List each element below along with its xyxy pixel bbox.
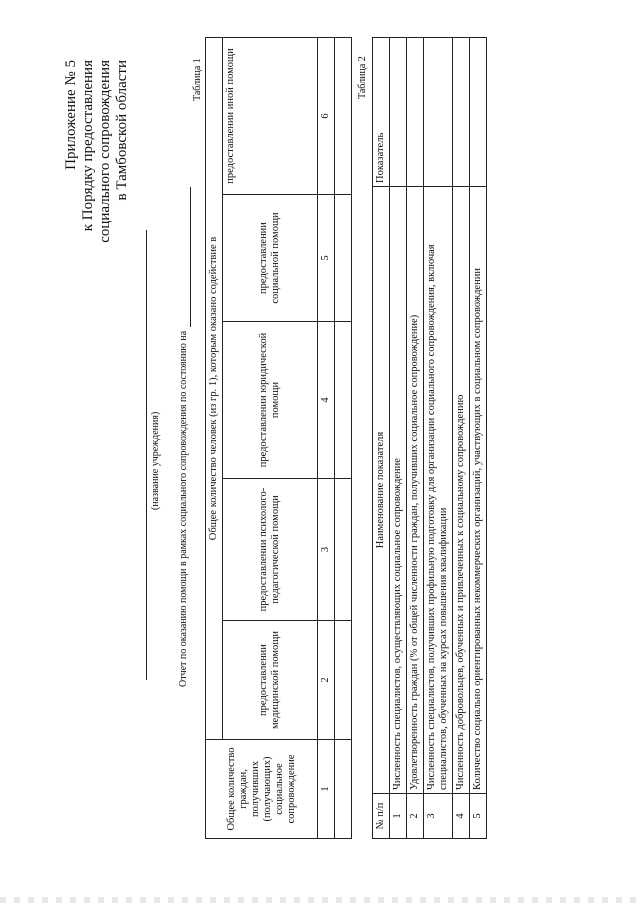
- table1-cell: [335, 195, 352, 322]
- table2-row-value: [470, 38, 487, 187]
- table2-row-num: 3: [424, 794, 453, 839]
- table2-header-value: Показатель: [373, 38, 390, 187]
- appendix-title: Приложение № 5: [63, 60, 79, 170]
- table2-header-name: Наименование показателя: [373, 187, 390, 794]
- table1-subheader: предоставлении медицинской помощи: [223, 621, 318, 740]
- appendix-line: к Порядку предоставления: [80, 60, 96, 232]
- table2-row-value: [453, 38, 470, 187]
- table2-row-value: [407, 38, 424, 187]
- table1-cell: [335, 38, 352, 195]
- table1-group-header: Общее количество человек (из гр. 1), которым оказано содействие в: [206, 38, 223, 740]
- table-1: [205, 37, 352, 839]
- table2-row-name: Удовлетворенность граждан (% от общей численности граждан, получивших социальное сопровождение): [407, 187, 424, 794]
- table1-cell: [335, 479, 352, 621]
- table1-colnum: 3: [318, 479, 335, 621]
- table2-header-num: № п/п: [373, 794, 390, 839]
- table1-colnum: 5: [318, 195, 335, 322]
- table2-row-name: Количество социально ориентированных некоммерческих организаций, участвующих в социальном сопровождении: [470, 187, 487, 794]
- table1-header-total: Общее количество граждан, получивших (получающих) социальное сопровождение: [206, 740, 318, 839]
- table1-cell: [335, 322, 352, 479]
- table2-row-num: 4: [453, 794, 470, 839]
- report-date-line: [190, 187, 191, 327]
- appendix-line: социального сопровождения: [97, 60, 113, 243]
- table2-row-num: 1: [390, 794, 407, 839]
- table1-colnum: 2: [318, 621, 335, 740]
- scan-edge-artifact: [0, 897, 640, 903]
- table1-label: Таблица 1: [192, 58, 203, 101]
- table2-row-name: Численность специалистов, осуществляющих социальное сопровождение: [390, 187, 407, 794]
- report-title: Отчет по оказанию помощи в рамках социального сопровождения по состоянию на: [178, 330, 189, 687]
- table2-label: Таблица 2: [357, 56, 368, 99]
- table1-colnum: 6: [318, 38, 335, 195]
- table2-row-num: 5: [470, 794, 487, 839]
- table1-subheader: предоставлении юридической помощи: [223, 322, 318, 479]
- table1-subheader: предоставлении психолого-педагогической помощи: [223, 479, 318, 621]
- table1-subheader: предоставлении социальной помощи: [223, 195, 318, 322]
- table1-subheader: предоставлении иной помощи: [223, 38, 318, 195]
- table2-row-name: Численность добровольцев, обученных и привлеченных к социальному сопровождению: [453, 187, 470, 794]
- table1-cell: [335, 621, 352, 740]
- table1-colnum: 4: [318, 322, 335, 479]
- table2-row-value: [390, 38, 407, 187]
- appendix-header: [63, 60, 131, 360]
- table2-row-value: [424, 38, 453, 187]
- table2-row-num: 2: [407, 794, 424, 839]
- table-2: [372, 37, 487, 839]
- institution-line: [146, 230, 147, 680]
- appendix-line: в Тамбовской области: [114, 60, 130, 201]
- table2-row-name: Численность специалистов, получивших профильную подготовку для организации социального сопровождения, включая специалистов, обученных на курсах повышения квалификации: [424, 187, 453, 794]
- table1-cell: [335, 740, 352, 839]
- table1-colnum: 1: [318, 740, 335, 839]
- institution-caption: (название учреждения): [150, 411, 161, 510]
